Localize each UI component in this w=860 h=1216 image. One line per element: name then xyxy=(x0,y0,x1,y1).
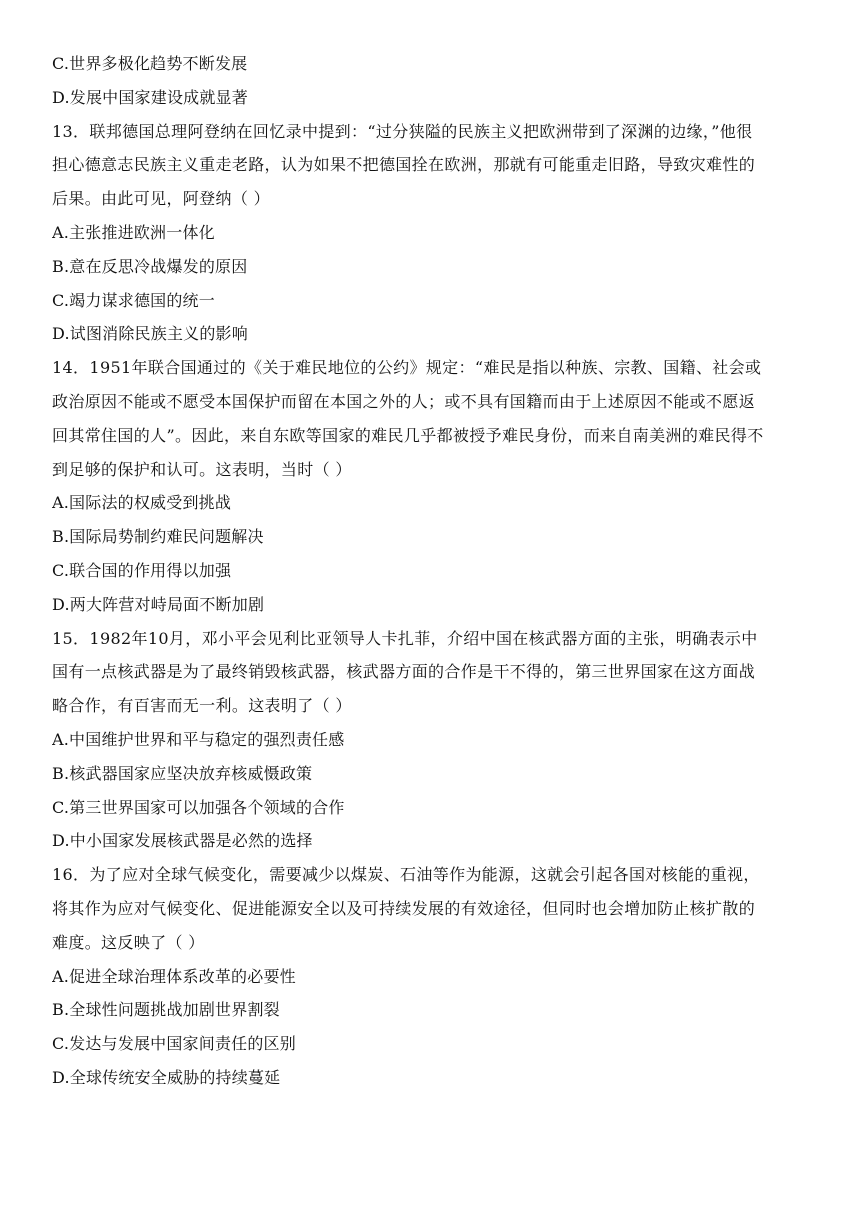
q14-stem-line-2: 政治原因不能或不愿受本国保护而留在本国之外的人；或不具有国籍而由于上述原因不能或不愿返 xyxy=(52,391,756,411)
q16-option-a: A.促进全球治理体系改革的必要性 xyxy=(52,966,296,986)
q15-stem-line-2: 国有一点核武器是为了最终销毁核武器，核武器方面的合作是干不得的，第三世界国家在这方面战 xyxy=(52,662,756,682)
q13-stem-line-3: 后果。由此可见，阿登纳（ ） xyxy=(52,189,270,209)
q13-option-a: A.主张推进欧洲一体化 xyxy=(52,222,215,242)
q14-option-c: C.联合国的作用得以加强 xyxy=(52,560,232,580)
q14-option-b: B.国际局势制约难民问题解决 xyxy=(52,527,264,547)
q16-stem-line-3: 难度。这反映了（ ） xyxy=(52,932,205,952)
q15-option-a: A.中国维护世界和平与稳定的强烈责任感 xyxy=(52,729,345,749)
q16-option-b: B.全球性问题挑战加剧世界割裂 xyxy=(52,1000,280,1020)
q15-stem-line-1: 15．1982年10月，邓小平会见利比亚领导人卡扎菲，介绍中国在核武器方面的主张，明确表示中 xyxy=(52,628,758,648)
exam-page xyxy=(52,47,812,1095)
q12-option-c: C.世界多极化趋势不断发展 xyxy=(52,54,248,73)
q13-option-d: D.试图消除民族主义的影响 xyxy=(52,324,248,344)
q14-stem-line-4: 到足够的保护和认可。这表明，当时（ ） xyxy=(52,459,352,479)
q16-stem-line-2: 将其作为应对气候变化、促进能源安全以及可持续发展的有效途径，但同时也会增加防止核扩散的 xyxy=(52,898,756,918)
q15-option-b: B.核武器国家应坚决放弃核威慑政策 xyxy=(52,763,313,783)
q13-option-b: B.意在反思冷战爆发的原因 xyxy=(52,256,248,276)
q16-stem-line-1: 16．为了应对全球气候变化，需要减少以煤炭、石油等作为能源，这就会引起各国对核能的重视， xyxy=(52,865,760,885)
q13-stem-line-2: 担心德意志民族主义重走老路，认为如果不把德国拴在欧洲，那就有可能重走旧路，导致灾难性的 xyxy=(52,155,756,175)
q16-option-d: D.全球传统安全威胁的持续蔓延 xyxy=(52,1067,281,1087)
q15-option-c: C.第三世界国家可以加强各个领域的合作 xyxy=(52,797,345,817)
q13-stem-line-1: 13．联邦德国总理阿登纳在回忆录中提到：“过分狭隘的民族主义把欧洲带到了深渊的边缘，”他很 xyxy=(52,121,753,141)
q14-option-d: D.两大阵营对峙局面不断加剧 xyxy=(52,594,265,614)
q15-stem-line-3: 略合作，有百害而无一利。这表明了（ ） xyxy=(52,696,352,716)
q14-stem-line-1: 14．1951年联合国通过的《关于难民地位的公约》规定：“难民是指以种族、宗教、国籍、社会或 xyxy=(52,358,762,378)
q14-option-a: A.国际法的权威受到挑战 xyxy=(52,493,232,513)
q15-option-d: D.中小国家发展核武器是必然的选择 xyxy=(52,831,313,851)
q16-option-c: C.发达与发展中国家间责任的区别 xyxy=(52,1034,296,1054)
q12-option-d: D.发展中国家建设成就显著 xyxy=(52,87,248,107)
question-13 xyxy=(52,115,812,352)
q14-stem-line-3: 回其常住国的人”。因此，来自东欧等国家的难民几乎都被授予难民身份，而来自南美洲的难民得不 xyxy=(52,425,764,445)
question-14 xyxy=(52,351,812,621)
q13-option-c: C.竭力谋求德国的统一 xyxy=(52,290,215,310)
question-15 xyxy=(52,622,812,859)
question-16 xyxy=(52,858,812,1095)
